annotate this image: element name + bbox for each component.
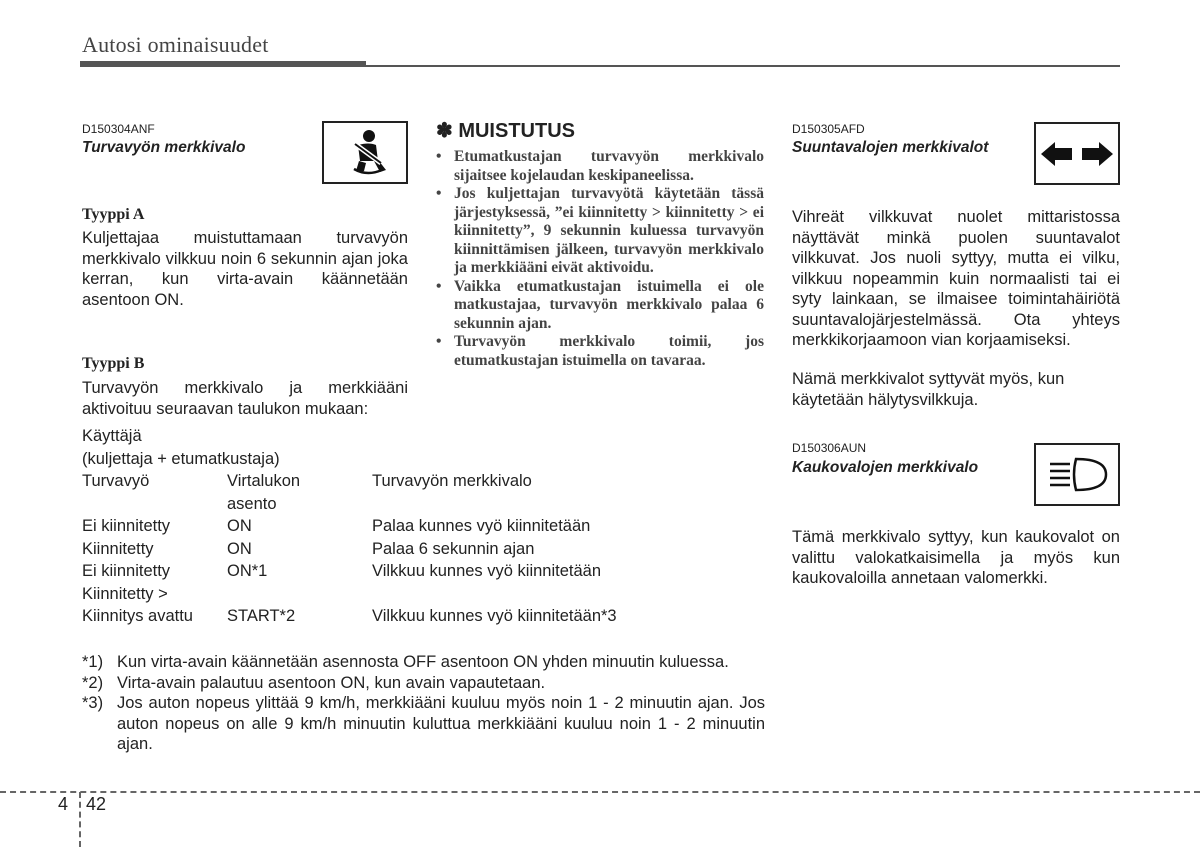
table-header-cell: Turvavyön merkkivalo (372, 472, 532, 490)
turn-signal-text-2: Nämä merkkivalot syttyvät myös, kun käytetään hälytysvilkkuja. (792, 370, 1065, 409)
table-cell (227, 583, 372, 606)
seatbelt-table (82, 425, 682, 628)
bullet-icon: • (436, 185, 442, 202)
footer-divider (0, 791, 1200, 793)
list-item (436, 333, 764, 370)
list-item (436, 185, 764, 278)
footnote-mark: *1) (82, 653, 104, 671)
footnote (82, 673, 765, 694)
footnote-text: Jos auton nopeus ylittää 9 km/h, merkkiääni kuuluu myös noin 1 - 2 minuutin ajan. Jos auton nopeus on alle 9 km/h minuutin kuluttua merkkiääni kuuluu noin 1 - 2 minuutin ajan. (117, 694, 765, 753)
seatbelt-warning-icon (322, 121, 408, 184)
table-pre-header (82, 448, 682, 471)
table-cell: Vilkkuu kunnes vyö kiinnitetään*3 (372, 607, 617, 625)
type-b-heading: Tyyppi B (82, 355, 145, 372)
bullet-icon: • (436, 277, 442, 295)
type-a-heading: Tyyppi A (82, 206, 145, 223)
header-rule-thick (80, 61, 366, 67)
table-row (82, 605, 682, 628)
seatbelt-section-title: Turvavyön merkkivalo (82, 139, 246, 156)
table-row (82, 538, 682, 561)
asterisk-icon: ✽ (436, 120, 453, 142)
table-cell: Palaa 6 sekunnin ajan (372, 539, 535, 558)
note-item-text: Turvavyön merkkivalo toimii, jos etumatkustajan istuimella on tavaraa. (454, 333, 764, 369)
note-item-text: Etumatkustajan turvavyön merkkivalo sijaitsee kojelaudan keskipaneelissa. (454, 148, 764, 184)
note-heading (436, 118, 575, 143)
high-beam-section-title: Kaukovalojen merkkivalo (792, 459, 979, 476)
footnote-mark: *3) (82, 694, 104, 712)
turn-signal-section-title: Suuntavalojen merkkivalot (792, 139, 989, 156)
turn-signal-arrows-icon (1034, 122, 1120, 185)
table-row (82, 583, 682, 606)
table-header-cell: Virtalukon asento (227, 472, 301, 513)
page-number: 42 (86, 794, 107, 814)
table-cell: ON*1 (227, 562, 268, 580)
table-cell: START*2 (227, 607, 296, 625)
chapter-number: 4 (58, 794, 69, 814)
table-cell: Kiinnitetty (82, 539, 154, 558)
table-cell (372, 583, 682, 606)
footnotes (82, 652, 765, 755)
footer-vertical-divider (79, 792, 81, 847)
table-pre-header-line: (kuljettaja + etumatkustaja) (82, 449, 280, 468)
note-list (436, 148, 764, 370)
type-a-text: Kuljettajaa muistuttamaan turvavyön merkkivalo vilkkuu noin 6 sekunnin ajan joka kerran, kun virta-avain käännetään asentoon ON. (82, 229, 408, 309)
high-beam-text: Tämä merkkivalo syttyy, kun kaukovalot on valittu valokatkaisimella ja myös kun kaukovaloilla annetaan valomerkki. (792, 528, 1120, 587)
table-header-cell: Turvavyö (82, 472, 150, 490)
seatbelt-section-code: D150304ANF (82, 122, 155, 136)
table-row (82, 515, 682, 538)
footnote-text: Kun virta-avain käännetään asennosta OFF asentoon ON yhden minuutin kuluessa. (117, 653, 729, 671)
table-cell: Palaa kunnes vyö kiinnitetään (372, 517, 591, 535)
table-cell: ON (227, 539, 252, 558)
table-pre-header-line: Käyttäjä (82, 427, 142, 445)
list-item (436, 278, 764, 334)
table-cell: Ei kiinnitetty (82, 517, 171, 535)
table-cell: Kiinnitys avattu (82, 607, 193, 625)
note-item-text: Vaikka etumatkustajan istuimella ei ole matkustajaa, turvavyön merkkivalo palaa 6 sekunnin ajan. (454, 277, 764, 332)
bullet-icon: • (436, 148, 442, 165)
note-item-text: Jos kuljettajan turvavyötä käytetään tässä järjestyksessä, ”ei kiinnitetty > kiinnitetty > ei kiinnitetty”, 9 sekunnin kuluessa turvavyön kiinnittämisen jälkeen, turvavyön merkkivalo ja merkkiääni eivät aktivoidu. (454, 185, 764, 276)
turn-signal-section-code: D150305AFD (792, 122, 865, 136)
chapter-title: Autosi ominaisuudet (82, 32, 269, 57)
turn-signal-text: Vihreät vilkkuvat nuolet mittaristossa näyttävät minkä puolen suuntavalot vilkkuvat. Jos nuoli syttyy, mutta ei vilku, vilkkuu nopeammin kuin normaalisti tai ei syty lainkaan, se ilmaisee toimintahäiriötä suuntavalojärjestelmässä. Ota yhteys merkkikorjaamoon vian korjaamiseksi. (792, 208, 1120, 349)
type-b-text: Turvavyön merkkivalo ja merkkiääni aktivoituu seuraavan taulukon mukaan: (82, 379, 408, 418)
table-cell: Vilkkuu kunnes vyö kiinnitetään (372, 562, 602, 580)
table-row (82, 560, 682, 583)
table-cell: Kiinnitetty > (82, 584, 168, 603)
list-item (436, 148, 764, 185)
footnote (82, 652, 765, 673)
footnote-text: Virta-avain palautuu asentoon ON, kun avain vapautetaan. (117, 673, 546, 692)
table-cell: ON (227, 517, 252, 535)
high-beam-section-code: D150306AUN (792, 441, 867, 455)
footnote-mark: *2) (82, 673, 104, 692)
header-rule-thin (366, 65, 1120, 67)
footnote (82, 693, 765, 755)
table-pre-header (82, 425, 682, 448)
table-header-row (82, 470, 682, 515)
bullet-icon: • (436, 333, 442, 350)
high-beam-icon (1034, 443, 1120, 506)
note-title: MUISTUTUS (458, 120, 575, 142)
table-cell: Ei kiinnitetty (82, 562, 171, 580)
